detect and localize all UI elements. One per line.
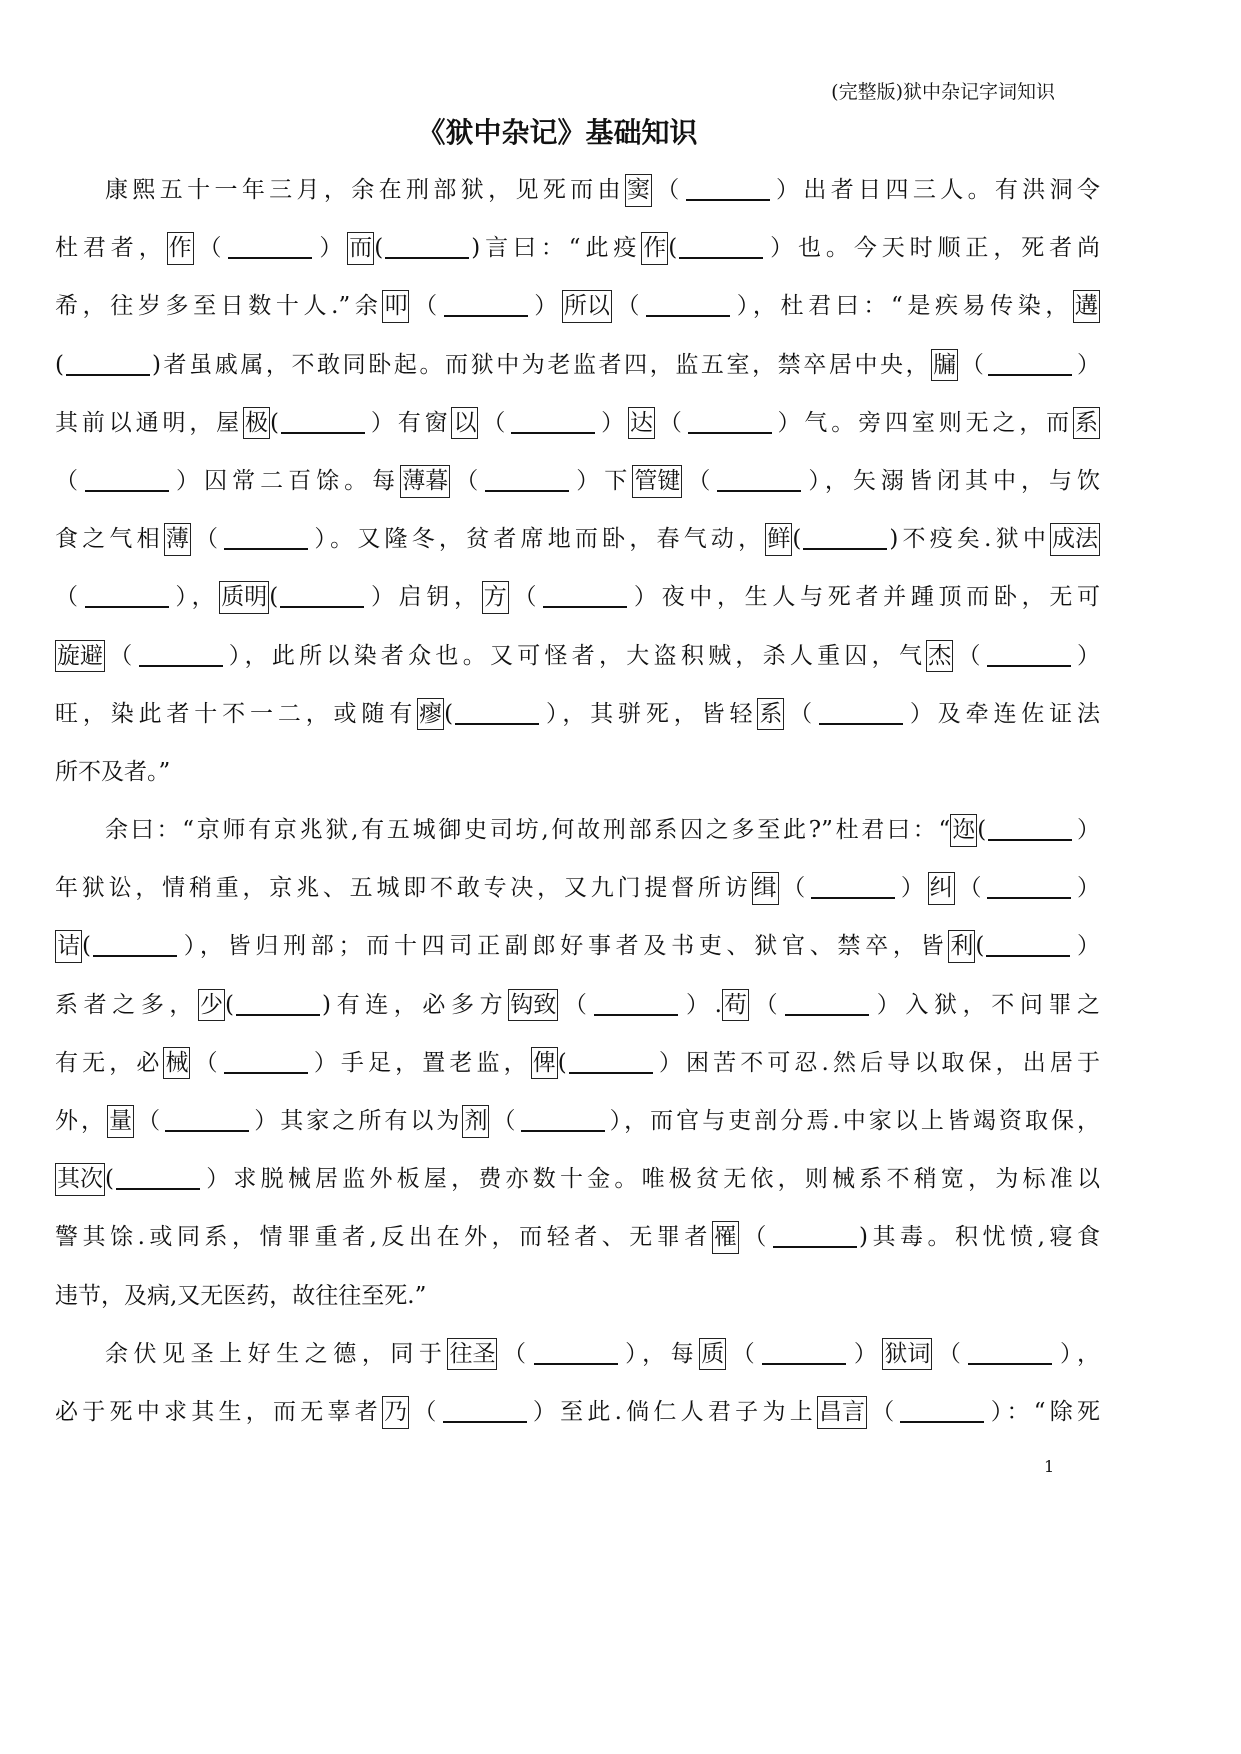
answer-blank [819, 707, 903, 725]
text-run: （ [611, 293, 645, 320]
boxed-term: 遘 [1073, 290, 1100, 323]
text-run: ）有窗 [367, 409, 452, 436]
text-run: ）. [680, 991, 722, 1018]
boxed-term: 薄暮 [400, 465, 450, 498]
text-run: （ [748, 991, 784, 1018]
boxed-term: 杰 [926, 640, 953, 673]
line-content [55, 875, 1100, 901]
boxed-term: 方 [482, 581, 509, 614]
text-run: 康熙五十一年三月，余在刑部狱，见死而由 [105, 177, 625, 203]
text-run: ）囚常二百馀。每 [171, 467, 401, 494]
text-run: ） [1072, 933, 1101, 960]
line-content [55, 992, 1100, 1018]
answer-blank [236, 998, 320, 1016]
answer-blank [717, 474, 801, 492]
text-run: ( [557, 1049, 567, 1076]
text-run: 所不及者。” [55, 758, 171, 785]
answer-blank [900, 1405, 984, 1423]
boxed-term: 械 [163, 1047, 190, 1080]
text-run: ( [975, 933, 985, 960]
answer-blank [485, 474, 569, 492]
text-line [55, 568, 1100, 626]
text-run: ）：“除死 [986, 1398, 1101, 1425]
boxed-term: 作 [167, 232, 194, 265]
line-content [105, 1341, 1100, 1367]
text-line [55, 859, 1100, 917]
answer-blank [224, 1056, 308, 1074]
text-line [55, 336, 1100, 394]
text-line [55, 277, 1100, 335]
text-run: （ [558, 991, 593, 1018]
text-run: （ [958, 351, 987, 378]
line-content [55, 933, 1100, 959]
text-run: （ [450, 467, 484, 494]
text-run: （ [953, 642, 985, 669]
text-run: ）至此.倘仁人君子为上 [528, 1398, 817, 1425]
text-run: ）其家之所有以为 [251, 1108, 463, 1134]
text-line [55, 801, 1100, 859]
answer-blank [986, 939, 1070, 957]
answer-blank [280, 590, 364, 608]
text-run: ）， [170, 584, 220, 611]
text-line [55, 1092, 1100, 1150]
text-run: 系者之多， [55, 991, 199, 1018]
boxed-term: 鲜 [765, 523, 792, 556]
text-run: )其毒。积忧愤,寝食 [858, 1224, 1100, 1251]
text-run: （ [193, 235, 227, 262]
answer-blank [511, 416, 595, 434]
answer-blank [224, 532, 308, 550]
text-run: ( [105, 1166, 114, 1193]
text-run: （ [409, 1398, 441, 1425]
boxed-term: 牖 [931, 349, 958, 382]
text-run: 余曰：“京师有京兆狱,有五城御史司坊,何故刑部系囚之多至此?”杜君曰：“ [105, 817, 951, 844]
text-run: ( [668, 235, 678, 262]
line-content [105, 177, 1100, 203]
answer-blank [811, 881, 895, 899]
text-run: 年狱讼，情稍重，京兆、五城即不敢专决，又九门提督所访 [55, 875, 752, 902]
boxed-term: 诘 [55, 930, 82, 963]
text-run: （ [409, 293, 442, 320]
answer-blank [85, 474, 169, 492]
answer-blank [93, 939, 177, 957]
text-run: ） [314, 235, 348, 262]
text-run: ） [1074, 351, 1101, 378]
text-line [55, 1267, 1100, 1325]
text-run: )不疫矣.狱中 [889, 526, 1051, 553]
answer-blank [139, 649, 223, 667]
boxed-term: 以 [451, 407, 478, 440]
text-run: （ [55, 584, 83, 611]
answer-blank [679, 241, 763, 259]
text-run: )者虽戚属，不敢同卧起。而狱中为老监者四，监五室，禁卒居中央， [151, 351, 932, 378]
text-run: （ [190, 526, 223, 553]
boxed-term: 缉 [752, 872, 779, 905]
answer-blank [569, 1056, 653, 1074]
boxed-term: 瘳 [417, 698, 444, 731]
text-run: ） [1073, 875, 1101, 902]
line-content [55, 410, 1100, 436]
text-run: （ [190, 1049, 222, 1076]
text-run: （ [651, 177, 684, 203]
text-run: ）夜中，生人与死者并踵顶而卧，无可 [629, 584, 1101, 611]
paragraph [55, 161, 1100, 801]
running-header: (完整版)狱中杂记字词知识 [831, 81, 1055, 103]
text-run: ） [529, 293, 562, 320]
text-line [55, 627, 1100, 685]
boxed-term: 管键 [632, 465, 682, 498]
text-run: （ [55, 467, 84, 494]
text-run: ）， [1054, 1340, 1101, 1367]
text-run: ），此所以染者众也。又可怪者，大盗积贼，杀人重囚，气 [224, 642, 927, 669]
text-run: 余伏见圣上好生之德，同于 [105, 1340, 448, 1367]
boxed-term: 其次 [55, 1163, 105, 1196]
text-run: （ [954, 875, 986, 902]
text-run: ）入狱，不问罪之 [871, 991, 1101, 1018]
answer-blank [987, 881, 1071, 899]
text-run: （ [489, 1108, 519, 1134]
answer-blank [968, 1347, 1052, 1365]
boxed-term: 俾 [531, 1047, 558, 1080]
text-run: ） [1072, 642, 1100, 669]
text-line [55, 161, 1100, 219]
line-content [55, 468, 1100, 494]
text-run: （ [497, 1340, 532, 1367]
document-title: 《狱中杂记》基础知识 [417, 116, 698, 149]
text-run: ( [55, 351, 64, 378]
boxed-term: 作 [641, 232, 668, 265]
answer-blank [686, 183, 770, 201]
boxed-term: 极 [243, 407, 270, 440]
text-run: （ [932, 1340, 967, 1367]
answer-blank [543, 590, 627, 608]
answer-blank [688, 416, 772, 434]
text-run: （ [654, 409, 686, 436]
text-run: 杜君者， [55, 235, 167, 262]
answer-blank [116, 1172, 200, 1190]
boxed-term: 窦 [625, 174, 652, 207]
text-run: ），而官与吏剖分焉.中家以上皆竭资取保， [606, 1108, 1101, 1134]
answer-blank [646, 299, 730, 317]
text-run: 食之气相 [55, 526, 164, 553]
text-run: （ [478, 409, 510, 436]
text-line [55, 976, 1100, 1034]
text-run: ） [897, 875, 928, 902]
text-run: ( [444, 700, 454, 727]
answer-blank [385, 241, 469, 259]
answer-blank [534, 1347, 618, 1365]
text-run: ( [225, 991, 235, 1018]
boxed-term: 量 [107, 1105, 134, 1138]
answer-blank [773, 1230, 857, 1248]
text-run: （ [778, 875, 810, 902]
text-run: ），矢溺皆闭其中，与饮 [803, 467, 1101, 494]
text-run: ( [82, 933, 91, 960]
text-run: （ [134, 1108, 164, 1134]
line-content [55, 1166, 1100, 1192]
text-line [55, 743, 1100, 801]
text-run: ），杜君曰：“是疾易传染， [732, 293, 1074, 320]
text-run: ）启钥， [366, 584, 482, 611]
text-run: （ [784, 700, 818, 727]
text-run: （ [682, 467, 716, 494]
answer-blank [444, 299, 528, 317]
text-line [55, 1208, 1100, 1266]
boxed-term: 而 [347, 232, 374, 265]
text-run: （ [738, 1224, 771, 1251]
text-run: ）求脱械居监外板屋，费亦数十金。唯极贫无依，则械系不稍宽，为标准以 [201, 1166, 1100, 1193]
line-content [55, 1283, 426, 1309]
line-content [55, 1399, 1100, 1425]
boxed-term: 少 [198, 989, 225, 1022]
text-run: ）手足，置老监， [309, 1049, 531, 1076]
line-content [55, 352, 1100, 378]
text-run: ），每 [619, 1340, 700, 1367]
answer-blank [165, 1114, 249, 1132]
answer-blank [785, 998, 869, 1016]
boxed-term: 达 [628, 407, 655, 440]
text-run: )言曰：“此疫 [471, 235, 642, 262]
line-content [55, 1050, 1100, 1076]
answer-blank [85, 590, 169, 608]
answer-blank [455, 707, 539, 725]
text-run: ）也。今天时顺正，死者尚 [765, 235, 1101, 262]
text-line [55, 1150, 1100, 1208]
boxed-term: 利 [948, 930, 975, 963]
text-line [55, 1034, 1100, 1092]
text-run: ( [270, 409, 280, 436]
worksheet-body [55, 161, 1100, 1441]
answer-blank [988, 358, 1072, 376]
answer-blank [762, 1347, 846, 1365]
answer-blank [66, 358, 150, 376]
text-line [55, 452, 1100, 510]
text-run: 有无，必 [55, 1049, 164, 1076]
text-run: 旺，染此者十不一二，或随有 [55, 700, 418, 727]
boxed-term: 纠 [928, 872, 955, 905]
text-run: ）出者日四三人。有洪洞令 [771, 177, 1101, 203]
text-line [55, 917, 1100, 975]
text-run: （ [508, 584, 542, 611]
text-run: 违节，及病,又无医药，故往往至死.” [55, 1282, 427, 1309]
text-run: 其前以通明，屋 [55, 409, 244, 436]
page-number: 1 [1044, 1457, 1055, 1476]
boxed-term: 质明 [219, 581, 269, 614]
line-content [55, 526, 1100, 552]
line-content [55, 1224, 1100, 1250]
answer-blank [988, 823, 1072, 841]
boxed-term: 成法 [1050, 523, 1100, 556]
line-content [55, 235, 1100, 261]
boxed-term: 质 [699, 1338, 726, 1371]
line-content [55, 759, 170, 785]
text-line [55, 510, 1100, 568]
text-run: 必于死中求其生，而无辜者 [55, 1398, 383, 1425]
text-run: ( [269, 584, 279, 611]
boxed-term: 乃 [382, 1396, 409, 1429]
paragraph [55, 1325, 1100, 1441]
text-run: （ [726, 1340, 761, 1367]
text-run: ）及牵连佐证法 [905, 700, 1101, 727]
text-run: ）困苦不可忍.然后导以取保，出居于 [654, 1049, 1101, 1076]
answer-blank [228, 241, 312, 259]
line-content [55, 701, 1100, 727]
line-content [55, 584, 1100, 610]
text-run: （ [866, 1398, 899, 1425]
text-run: ） [1074, 817, 1101, 844]
text-run: ）。又隆冬，贫者席地而卧，春气动， [310, 526, 766, 553]
text-run: ( [977, 817, 987, 844]
boxed-term: 往圣 [447, 1338, 497, 1371]
paragraph [55, 801, 1100, 1325]
boxed-term: 所以 [562, 290, 612, 323]
text-run: 警其馀.或同系，情罪重者,反出在外，而轻者、无罪者 [55, 1224, 712, 1251]
text-run: ）气。旁四室则无之，而 [773, 409, 1074, 436]
boxed-term: 迩 [950, 814, 977, 847]
boxed-term: 罹 [712, 1221, 739, 1254]
answer-blank [803, 532, 887, 550]
line-content [55, 643, 1100, 669]
text-run: ( [792, 526, 802, 553]
text-run: （ [105, 642, 137, 669]
text-line [55, 1383, 1100, 1441]
text-line [55, 685, 1100, 743]
text-line [55, 394, 1100, 452]
text-run: ） [597, 409, 628, 436]
text-run: 希，往岁多至日数十人.”余 [55, 293, 383, 320]
boxed-term: 叩 [382, 290, 409, 323]
text-run: ） [848, 1340, 883, 1367]
text-run: ），皆归刑部；而十四司正副郎好事者及书吏、狱官、禁卒，皆 [178, 933, 949, 960]
text-run: 外， [55, 1108, 108, 1134]
boxed-term: 旋避 [55, 640, 105, 673]
boxed-term: 钩致 [508, 989, 558, 1022]
boxed-term: 系 [757, 698, 784, 731]
line-content [55, 1108, 1100, 1134]
text-run: ( [374, 235, 384, 262]
answer-blank [594, 998, 678, 1016]
boxed-term: 系 [1073, 407, 1100, 440]
line-content [55, 293, 1100, 319]
answer-blank [521, 1114, 605, 1132]
boxed-term: 苟 [722, 989, 749, 1022]
text-run: ）下 [571, 467, 633, 494]
answer-blank [281, 416, 365, 434]
text-line [55, 219, 1100, 277]
boxed-term: 昌言 [817, 1396, 867, 1429]
text-run: ），其骈死，皆轻 [541, 700, 758, 727]
boxed-term: 剂 [462, 1105, 489, 1138]
boxed-term: 薄 [164, 523, 191, 556]
boxed-term: 狱词 [882, 1338, 932, 1371]
text-run: )有连，必多方 [322, 991, 509, 1018]
answer-blank [443, 1405, 527, 1423]
line-content [105, 817, 1100, 843]
answer-blank [987, 649, 1071, 667]
text-line [55, 1325, 1100, 1383]
